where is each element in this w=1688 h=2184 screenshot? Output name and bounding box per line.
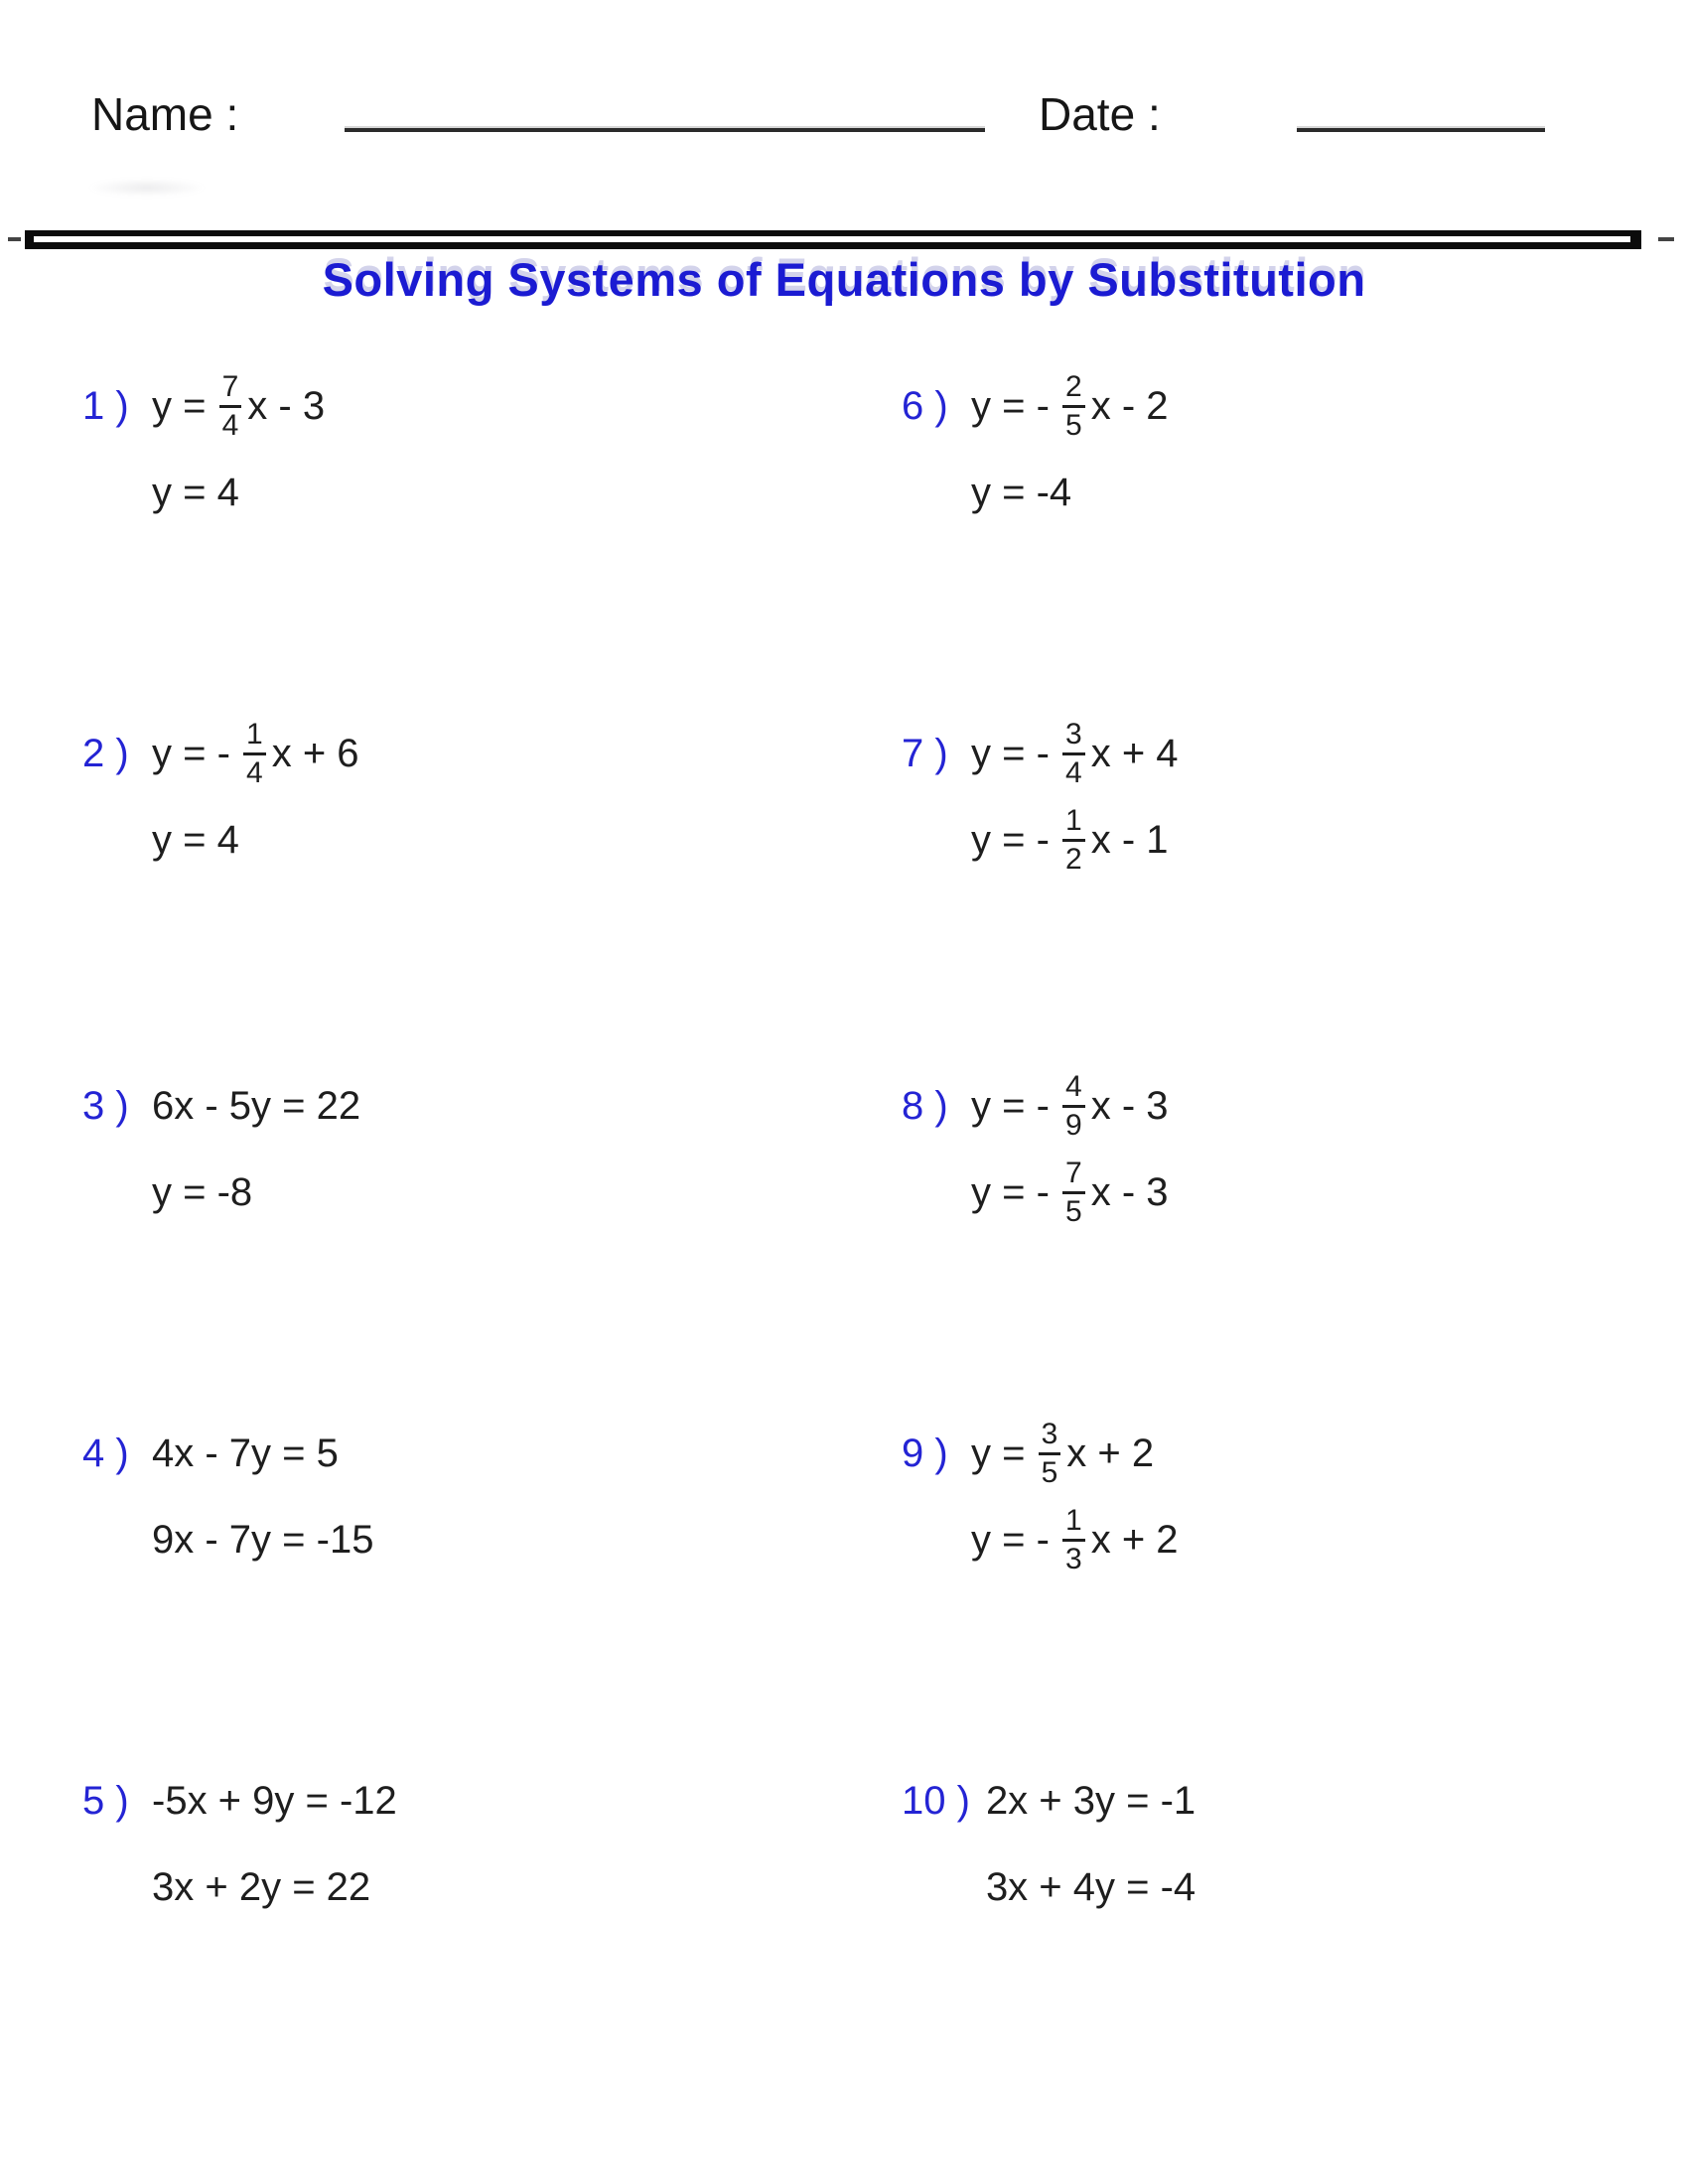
equation-text: y = - bbox=[971, 817, 1061, 862]
equation-line bbox=[152, 1846, 397, 1928]
problem-number: 10 ) bbox=[902, 1778, 970, 1823]
problem-number: 4 ) bbox=[82, 1431, 129, 1475]
equation-line bbox=[971, 799, 1179, 881]
fraction-denominator: 4 bbox=[1065, 755, 1082, 789]
fraction-denominator: 5 bbox=[1065, 408, 1082, 442]
equation-line bbox=[152, 1760, 397, 1842]
fraction-numerator: 2 bbox=[1065, 370, 1082, 403]
problem-1 bbox=[82, 365, 325, 533]
fraction-bar bbox=[1062, 1105, 1085, 1108]
fraction-numerator: 1 bbox=[246, 718, 263, 751]
equation-text: y = 4 bbox=[152, 817, 239, 862]
problem-number: 9 ) bbox=[902, 1431, 948, 1475]
equation-text: y = - bbox=[971, 1169, 1061, 1214]
equation-line bbox=[986, 1760, 1196, 1842]
problem-6 bbox=[902, 365, 1169, 533]
fraction bbox=[1062, 1071, 1085, 1141]
equation-text: x + 2 bbox=[1090, 1517, 1179, 1562]
problem-number: 5 ) bbox=[82, 1778, 129, 1823]
equation-line bbox=[971, 1065, 1169, 1147]
name-label: Name : bbox=[91, 88, 239, 140]
fraction bbox=[219, 371, 242, 441]
equation-text: 3x + 2y = 22 bbox=[152, 1864, 371, 1909]
fraction-denominator: 2 bbox=[1065, 842, 1082, 876]
fraction-numerator: 7 bbox=[221, 370, 239, 403]
problem-number: 6 ) bbox=[902, 383, 948, 428]
fraction-bar bbox=[1062, 752, 1085, 755]
equation-text: y = - bbox=[971, 383, 1061, 428]
equations bbox=[971, 1413, 1179, 1580]
equation-text: x - 3 bbox=[247, 383, 326, 428]
equation-line bbox=[971, 365, 1169, 447]
problem-number: 3 ) bbox=[82, 1083, 129, 1128]
problem-7 bbox=[902, 713, 1179, 881]
equation-text: y = -8 bbox=[152, 1169, 253, 1214]
equations bbox=[152, 1760, 397, 1928]
equation-text: y = - bbox=[971, 731, 1061, 775]
divider-dash-right bbox=[1658, 237, 1674, 241]
worksheet-title: Solving Systems of Equations by Substitution bbox=[322, 253, 1366, 306]
fraction-bar bbox=[1062, 1191, 1085, 1194]
fraction bbox=[1039, 1419, 1061, 1488]
equations bbox=[152, 1065, 360, 1233]
fraction bbox=[1062, 1158, 1085, 1227]
equations bbox=[971, 713, 1179, 881]
equation-text: y = bbox=[152, 383, 217, 428]
fraction bbox=[1062, 1505, 1085, 1574]
date-blank-line bbox=[1297, 128, 1545, 132]
equation-line bbox=[152, 1065, 360, 1147]
fraction-numerator: 4 bbox=[1065, 1070, 1082, 1103]
fraction-denominator: 4 bbox=[221, 408, 239, 442]
equation-text: 3x + 4y = -4 bbox=[985, 1864, 1196, 1909]
equation-text: y = - bbox=[971, 1083, 1061, 1128]
fraction-bar bbox=[1039, 1452, 1061, 1455]
equation-line bbox=[152, 1413, 373, 1494]
equation-line bbox=[152, 1152, 360, 1233]
equations bbox=[971, 1065, 1169, 1233]
fraction-numerator: 1 bbox=[1065, 804, 1082, 837]
divider-inner-stripe bbox=[34, 236, 1630, 242]
equation-line bbox=[152, 365, 325, 447]
equation-line bbox=[971, 713, 1179, 794]
divider-bar bbox=[25, 230, 1641, 249]
equation-text: y = - bbox=[971, 1517, 1061, 1562]
equation-text: x + 6 bbox=[271, 731, 359, 775]
fraction-denominator: 5 bbox=[1065, 1194, 1082, 1228]
fraction-denominator: 4 bbox=[246, 755, 263, 789]
fraction-numerator: 7 bbox=[1065, 1157, 1082, 1189]
fraction-bar bbox=[243, 752, 266, 755]
problem-4 bbox=[82, 1413, 373, 1580]
equations bbox=[152, 365, 325, 533]
equation-text: x - 3 bbox=[1090, 1169, 1169, 1214]
equation-text: x - 3 bbox=[1090, 1083, 1169, 1128]
fraction-bar bbox=[1062, 839, 1085, 842]
equation-text: 9x - 7y = -15 bbox=[152, 1517, 374, 1562]
problem-number: 7 ) bbox=[902, 731, 948, 775]
fraction-bar bbox=[1062, 405, 1085, 408]
fraction-denominator: 3 bbox=[1065, 1542, 1082, 1575]
problem-number: 1 ) bbox=[82, 383, 129, 428]
date-label: Date : bbox=[1039, 88, 1161, 140]
equation-line bbox=[152, 452, 325, 533]
equations bbox=[152, 1413, 373, 1580]
equation-text: 6x - 5y = 22 bbox=[152, 1083, 361, 1128]
problem-3 bbox=[82, 1065, 360, 1233]
fraction bbox=[1062, 371, 1085, 441]
equation-line bbox=[971, 1499, 1179, 1580]
problem-5 bbox=[82, 1760, 397, 1928]
equation-text: y = bbox=[971, 1431, 1037, 1475]
scan-artifact bbox=[87, 179, 207, 197]
equations bbox=[971, 365, 1169, 533]
equation-text: x - 1 bbox=[1090, 817, 1169, 862]
equation-line bbox=[986, 1846, 1196, 1928]
problem-number: 2 ) bbox=[82, 731, 129, 775]
fraction-denominator: 9 bbox=[1065, 1108, 1082, 1142]
divider-dash-left bbox=[8, 237, 21, 241]
fraction bbox=[243, 719, 266, 788]
equation-line bbox=[152, 713, 359, 794]
equation-line bbox=[971, 1413, 1179, 1494]
fraction-denominator: 5 bbox=[1041, 1455, 1058, 1489]
equation-text: y = -4 bbox=[971, 470, 1072, 514]
fraction bbox=[1062, 719, 1085, 788]
fraction-bar bbox=[1062, 1539, 1085, 1542]
problem-10 bbox=[902, 1760, 1196, 1928]
equation-line bbox=[152, 1499, 373, 1580]
fraction-bar bbox=[219, 405, 242, 408]
equation-line bbox=[152, 799, 359, 881]
equation-line bbox=[971, 452, 1169, 533]
equations bbox=[986, 1760, 1196, 1928]
problem-number: 8 ) bbox=[902, 1083, 948, 1128]
problem-8 bbox=[902, 1065, 1169, 1233]
equation-text: x - 2 bbox=[1090, 383, 1169, 428]
problem-2 bbox=[82, 713, 359, 881]
fraction-numerator: 3 bbox=[1041, 1418, 1058, 1450]
equation-text: -5x + 9y = -12 bbox=[152, 1778, 397, 1823]
fraction bbox=[1062, 805, 1085, 875]
equation-text: 2x + 3y = -1 bbox=[985, 1778, 1196, 1823]
equation-text: x + 4 bbox=[1090, 731, 1179, 775]
equations bbox=[152, 713, 359, 881]
fraction-numerator: 3 bbox=[1065, 718, 1082, 751]
equation-text: y = - bbox=[152, 731, 242, 775]
fraction-numerator: 1 bbox=[1065, 1504, 1082, 1537]
equation-line bbox=[971, 1152, 1169, 1233]
name-blank-line bbox=[345, 128, 985, 132]
equation-text: y = 4 bbox=[152, 470, 239, 514]
equation-text: 4x - 7y = 5 bbox=[152, 1431, 339, 1475]
problem-9 bbox=[902, 1413, 1179, 1580]
equation-text: x + 2 bbox=[1066, 1431, 1155, 1475]
